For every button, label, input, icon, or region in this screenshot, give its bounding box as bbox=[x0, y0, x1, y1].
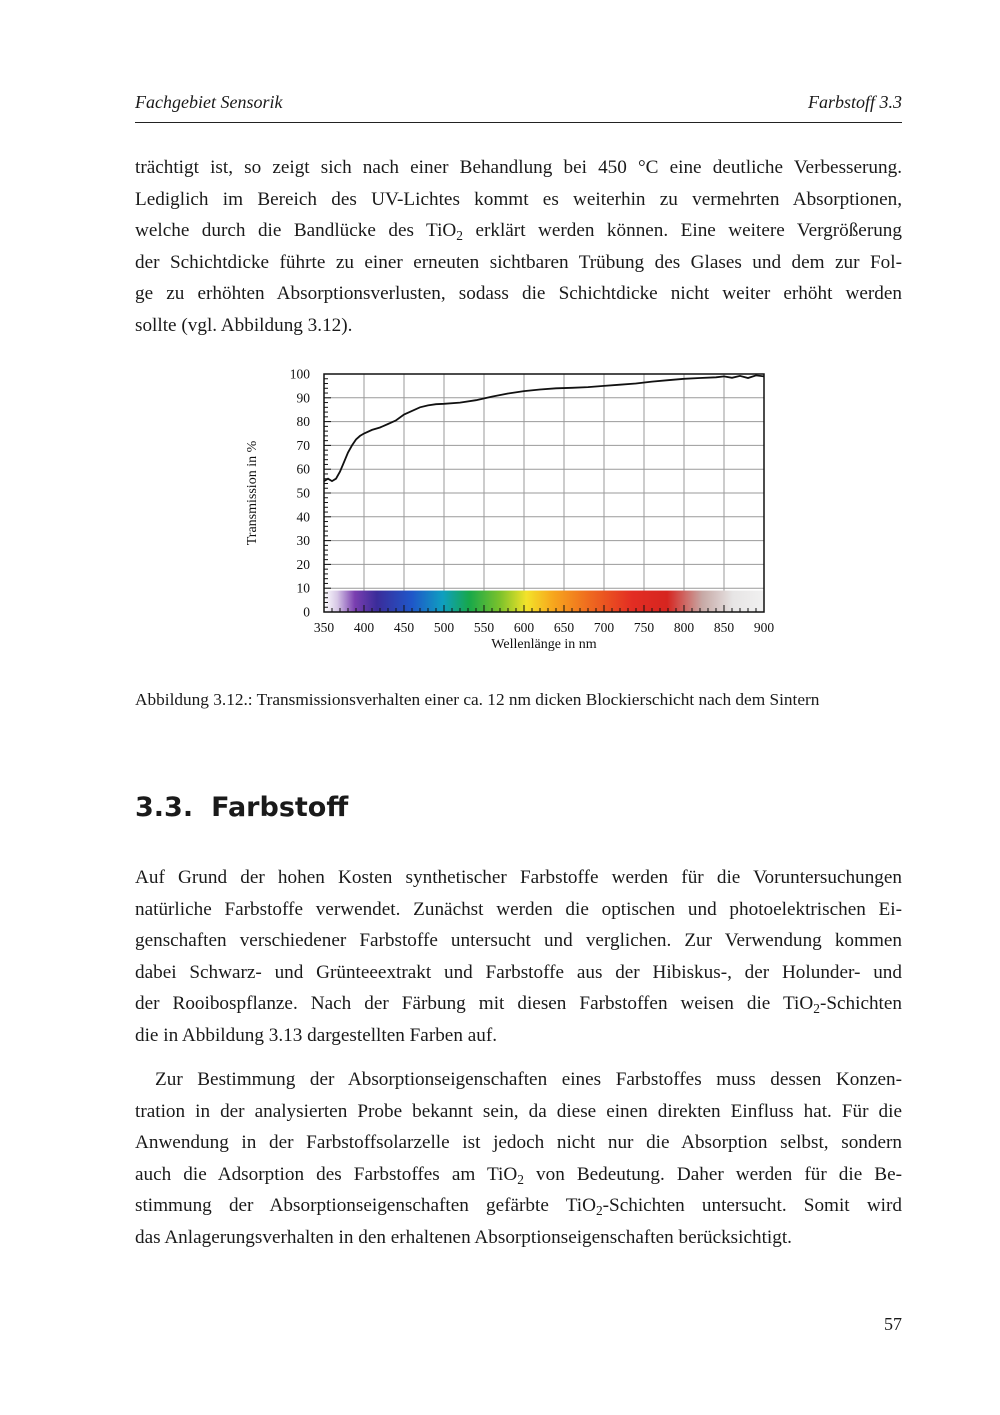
text-line: natürliche Farbstoffe verwendet. Zunächst werden die optischen und photoelektrischen Ei- bbox=[135, 898, 902, 920]
x-tick-label: 350 bbox=[313, 620, 335, 635]
text-line: Anwendung in der Farbstoffsolarzelle ist jedoch nicht nur die Absorption selbst, sondern bbox=[135, 1132, 902, 1154]
x-axis-label: Wellenlänge in nm bbox=[491, 637, 597, 652]
figure-caption: Abbildung 3.12.: Transmissionsverhalten einer ca. 12 nm dicken Blockierschicht nach dem Sintern bbox=[135, 690, 820, 709]
text-line: die in Abbildung 3.13 dargestellten Farben auf. bbox=[135, 1024, 498, 1046]
x-tick-label: 550 bbox=[473, 620, 495, 635]
y-tick-label: 30 bbox=[296, 533, 310, 549]
page-number: 57 bbox=[884, 1314, 902, 1334]
text-line: welche durch die Bandlücke des TiO$_2$ erklärt werden können. Eine weitere Vergrößerung bbox=[135, 220, 902, 244]
y-tick-label: 20 bbox=[296, 556, 310, 572]
x-tick-label: 750 bbox=[633, 620, 655, 635]
paragraph-2 bbox=[135, 862, 902, 1052]
transmission-chart bbox=[230, 360, 790, 670]
y-axis-label: Transmission in % bbox=[245, 440, 260, 546]
running-header bbox=[135, 92, 902, 123]
text-line: Lediglich im Bereich des UV-Lichtes kommt es weiterhin zu vermehrten Absorptionen, bbox=[135, 188, 902, 210]
section-number: 3.3. bbox=[135, 792, 194, 823]
figure-transmission bbox=[230, 360, 790, 670]
text-line: sollte (vgl. Abbildung 3.12). bbox=[135, 314, 353, 336]
text-line: das Anlagerungsverhalten in den erhaltenen Absorptionseigenschaften berücksichtigt. bbox=[135, 1226, 792, 1248]
x-tick-label: 850 bbox=[713, 620, 735, 635]
text-line: auch die Adsorption des Farbstoffes am TiO$_2$ von Bedeutung. Daher werden für die Be- bbox=[135, 1163, 902, 1187]
paragraph-1 bbox=[135, 152, 902, 342]
y-tick-label: 100 bbox=[289, 366, 310, 382]
y-tick-label: 60 bbox=[296, 461, 310, 477]
x-tick-label: 650 bbox=[553, 620, 575, 635]
text-line: stimmung der Absorptionseigenschaften gefärbte TiO$_2$-Schichten untersucht. Somit wird bbox=[135, 1195, 902, 1219]
transmission-series-line bbox=[324, 375, 764, 481]
chart-grid bbox=[324, 374, 764, 612]
x-tick-label: 500 bbox=[433, 620, 455, 635]
y-tick-label: 0 bbox=[303, 604, 310, 620]
header-right: Farbstoff 3.3 bbox=[807, 92, 902, 112]
y-tick-label: 40 bbox=[296, 509, 310, 525]
x-tick-label: 900 bbox=[753, 620, 775, 635]
section-heading bbox=[135, 792, 348, 823]
y-tick-label: 50 bbox=[296, 485, 310, 501]
text-line: Zur Bestimmung der Absorptionseigenschaften eines Farbstoffes muss dessen Konzen- bbox=[155, 1069, 902, 1090]
text-line: ge zu erhöhten Absorptionsverlusten, sodass die Schichtdicke nicht weiter erhöht werden bbox=[135, 283, 902, 305]
x-tick-label: 700 bbox=[593, 620, 615, 635]
section-title: Farbstoff bbox=[211, 792, 349, 823]
y-tick-label: 90 bbox=[296, 390, 310, 406]
x-tick-label: 400 bbox=[353, 620, 375, 635]
paragraph-3 bbox=[135, 1064, 902, 1254]
y-tick-label: 10 bbox=[296, 580, 310, 596]
y-tick-label: 70 bbox=[296, 437, 310, 453]
text-line: der Schichtdicke führte zu einer erneuten sichtbaren Trübung des Glases und dem zur Fol- bbox=[135, 251, 902, 273]
text-line: trächtigt ist, so zeigt sich nach einer Behandlung bei 450 °C eine deutliche Verbesserung. bbox=[135, 157, 902, 178]
visible-spectrum-band bbox=[324, 591, 764, 612]
y-tick-label: 80 bbox=[296, 414, 310, 430]
text-line: der Rooibospflanze. Nach der Färbung mit diesen Farbstoffen weisen die TiO$_2$-Schichten bbox=[135, 993, 902, 1017]
header-left: Fachgebiet Sensorik bbox=[135, 92, 283, 112]
x-tick-label: 450 bbox=[393, 620, 415, 635]
text-line: Auf Grund der hohen Kosten synthetischer Farbstoffe werden für die Voruntersuchungen bbox=[135, 867, 902, 888]
text-line: genschaften verschiedener Farbstoffe untersucht und verglichen. Zur Verwendung kommen bbox=[135, 930, 902, 952]
text-line: tration in der analysierten Probe bekannt sein, da diese einen direkten Einfluss hat. Für die bbox=[135, 1100, 902, 1122]
text-line: dabei Schwarz- und Grünteeextrakt und Farbstoffe aus der Hibiskus-, der Holunder- und bbox=[135, 961, 902, 983]
x-tick-label: 600 bbox=[513, 620, 535, 635]
x-tick-label: 800 bbox=[673, 620, 695, 635]
